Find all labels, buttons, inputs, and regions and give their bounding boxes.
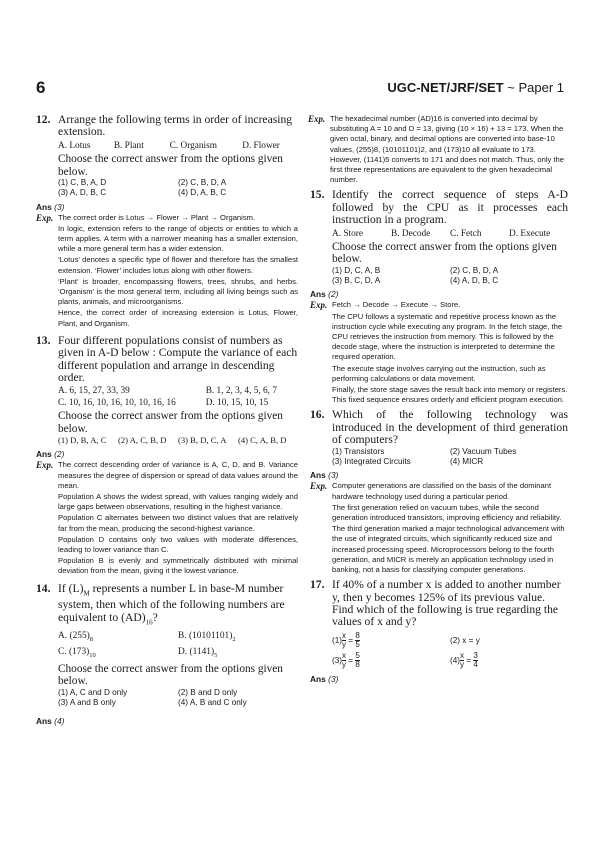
option: (4) D, A, B, C [178, 188, 227, 198]
question-number: 12. [36, 113, 51, 126]
left-column [36, 114, 298, 727]
explanation-label: Exp. [308, 114, 326, 124]
answer: Ans (4) [36, 716, 65, 727]
answer: Ans (2) [310, 289, 339, 300]
option: (1) A, C and D only [58, 687, 128, 697]
explanation: Exp. The correct descending order of variance is A, C, D, and B. Variance measures the degree of dispersion or spread of data values around the mean. Population A shows the widest spread, with values ranging widely and large gaps between observations, resulting in the highest variance. Population C alternates between two distinct values that are relatively far from the mean, producing the second-highest variance. Population D contains only two values with moderate differences, leading to lower variance than C. Population B is evenly and symmetrically distributed with minimal deviation from the mean, giving it the lowest variance. [36, 460, 298, 576]
question-stem: If $(L)_M$ represents a number L in base-M number system, then which of the following numbers are equivalent to $(AD)_{16}$? [58, 581, 285, 626]
option: (3) A and B only [58, 697, 116, 707]
question-14 [36, 583, 298, 709]
option: (2) B and D only [178, 687, 238, 697]
choose-instruction: Choose the correct answer from the options given below. [58, 153, 283, 178]
term: C. Organism [169, 140, 217, 151]
running-title: UGC-NET/JRF/SET ~ Paper 1 [387, 80, 564, 95]
option: (4) C, A, B, D [238, 434, 287, 445]
answer: Ans (3) [36, 201, 65, 212]
question-stem: Arrange the following terms in order of increasing extension. [58, 113, 293, 139]
question-16 [310, 409, 568, 467]
option: (2) C, B, D, A [178, 177, 227, 187]
option: (1) $\frac{x}{y}$ = $\frac{8}{5}$ [332, 631, 360, 650]
option: (3) A, D, B, C [58, 188, 107, 198]
option: (2) A, C, B, D [118, 434, 167, 445]
question-number: 17. [310, 578, 325, 592]
option: (1) C, B, A, D [58, 177, 107, 187]
explanation-label: Exp. [310, 300, 328, 311]
term-list: A. Store B. Decode C. Fetch D. Execute [332, 228, 551, 239]
term: D. Flower [242, 140, 280, 151]
question-number: 13. [36, 333, 51, 347]
explanation: Exp. Computer generations are classified on the basis of the dominant hardware technology used during a particular period. The first generation relied on vacuum tubes, while the second generation introduced transistors, improving efficiency and reliability. The third generation marked a major technological advancement with the use of integrated circuits, which significantly reduced size and increased processing speed. Microprocessors belong to the fourth generation, and MICR is merely an application technology used in banking, not a basis for classifying computer generations. [310, 481, 565, 575]
option: (3) $\frac{x}{y}$ = $\frac{5}{8}$ [332, 651, 360, 670]
term: A. Lotus [58, 140, 91, 151]
question-number: 16. [310, 408, 325, 422]
right-column [310, 114, 568, 685]
question-stem: Which of the following technology was introduced in the development of third generation of computers? [332, 408, 568, 447]
option: (3) B, D, C, A [178, 434, 227, 445]
answer: Ans (3) [310, 470, 339, 481]
term: B. Plant [113, 140, 144, 151]
question-number: 14. [36, 581, 51, 595]
explanation: Exp. The hexadecimal number (AD)16 is converted into decimal by substituting A = 10 and D = 13, giving (10 × 16) + 13 = 173. When the given octal, binary, and decimal options are converted into base-10 values, (255)8, (10101101)2, and (173)10 all evaluate to 173. However, (1141)5 converts to 171 and does not match. Thus, only the first three representations are equivalent to the given hexadecimal number. [308, 114, 564, 185]
answer: Ans (2) [36, 449, 65, 460]
option: (4) A, B and C only [178, 697, 247, 707]
item-list: A. $(255)_8$ B. $(10101101)_2$ [58, 631, 236, 644]
term-list [58, 141, 298, 153]
choose-instruction: Choose the correct answer from the options given below. [332, 241, 557, 266]
option: (2) x = y [450, 635, 480, 645]
answer-options [58, 435, 298, 447]
explanation-label: Exp. [310, 481, 328, 492]
option: (4) $\frac{x}{y}$ = $\frac{3}{4}$ [450, 651, 478, 670]
explanation: Exp. The correct order is Lotus → Flower → Plant → Organism. In logic, extension refers to the range of objects or entities to which a term applies. A term with a narrower meaning has a smaller extension, while a more general term has a wider extension. ‘Lotus’ denotes a specific type of flower and therefore has the smallest extension. ‘Flower’ includes lotus along with other flowers. ‘Plant’ is broader, encompassing flowers, trees, shrubs, and herbs. ‘Organism’ is the most general term, including all living beings such as plants, animals, and microorganisms. Hence, the correct order of increasing extension is Lotus, Flower, Plant, and Organism. [36, 212, 298, 328]
question-13 [36, 335, 298, 447]
option: (1) D, B, A, C [58, 434, 107, 445]
question-17 [310, 579, 568, 671]
item-list: C. $(173)_{10}$ D. $(1141)_5$ [58, 647, 218, 660]
page-header [36, 78, 564, 102]
page-number: 6 [36, 78, 46, 97]
population-list: C. 10, 16, 10, 16, 10, 10, 16, 16 D. 10, 15, 10, 15 [58, 397, 269, 408]
explanation: Exp. Fetch → Decode → Execute → Store. The CPU follows a systematic and repetitive process known as the instruction cycle while executing any program. In the fetch stage, the CPU retrieves the instruction from memory. This is followed by the decode stage, where the instruction is interpreted to determine the required operation. The execute stage involves carrying out the instruction, such as performing calculations or data movement. Finally, the store stage saves the result back into memory or registers. This fixed sequence ensures orderly and efficient program execution. [310, 300, 568, 405]
explanation-label: Exp. [36, 212, 54, 223]
question-stem: If 40% of a number x is added to another number y, then y becomes 125% of its previous value. Find which of the following is true regarding the values of x and y? [332, 578, 561, 629]
answer-options [58, 178, 298, 199]
answer-options [58, 688, 298, 709]
answer-options: (1) Transistors (2) Vacuum Tubes (3) Integrated Circuits (4) MICR [332, 446, 517, 467]
choose-instruction: Choose the correct answer from the options given below. [58, 410, 283, 435]
question-stem: Four different populations consist of numbers as given in A-D below : Compute the variance of each different population and arrange in descending order. [58, 333, 298, 384]
question-12 [36, 114, 298, 199]
population-list: A. 6, 15, 27, 33, 39 B. 1, 2, 3, 4, 5, 6, 7 [58, 386, 277, 397]
answer-options [332, 631, 568, 671]
question-stem: Identify the correct sequence of steps A-D followed by the CPU as it processes each instruction in a program. [332, 188, 568, 227]
explanation-label: Exp. [36, 460, 54, 471]
question-15 [310, 189, 568, 286]
answer-options: (1) D, C, A, B (2) C, B, D, A (3) B, C, D, A (4) A, D, B, C [332, 265, 499, 285]
answer: Ans (3) [310, 673, 339, 684]
choose-instruction: Choose the correct answer from the options given below. [58, 663, 283, 688]
question-number: 15. [310, 188, 325, 202]
